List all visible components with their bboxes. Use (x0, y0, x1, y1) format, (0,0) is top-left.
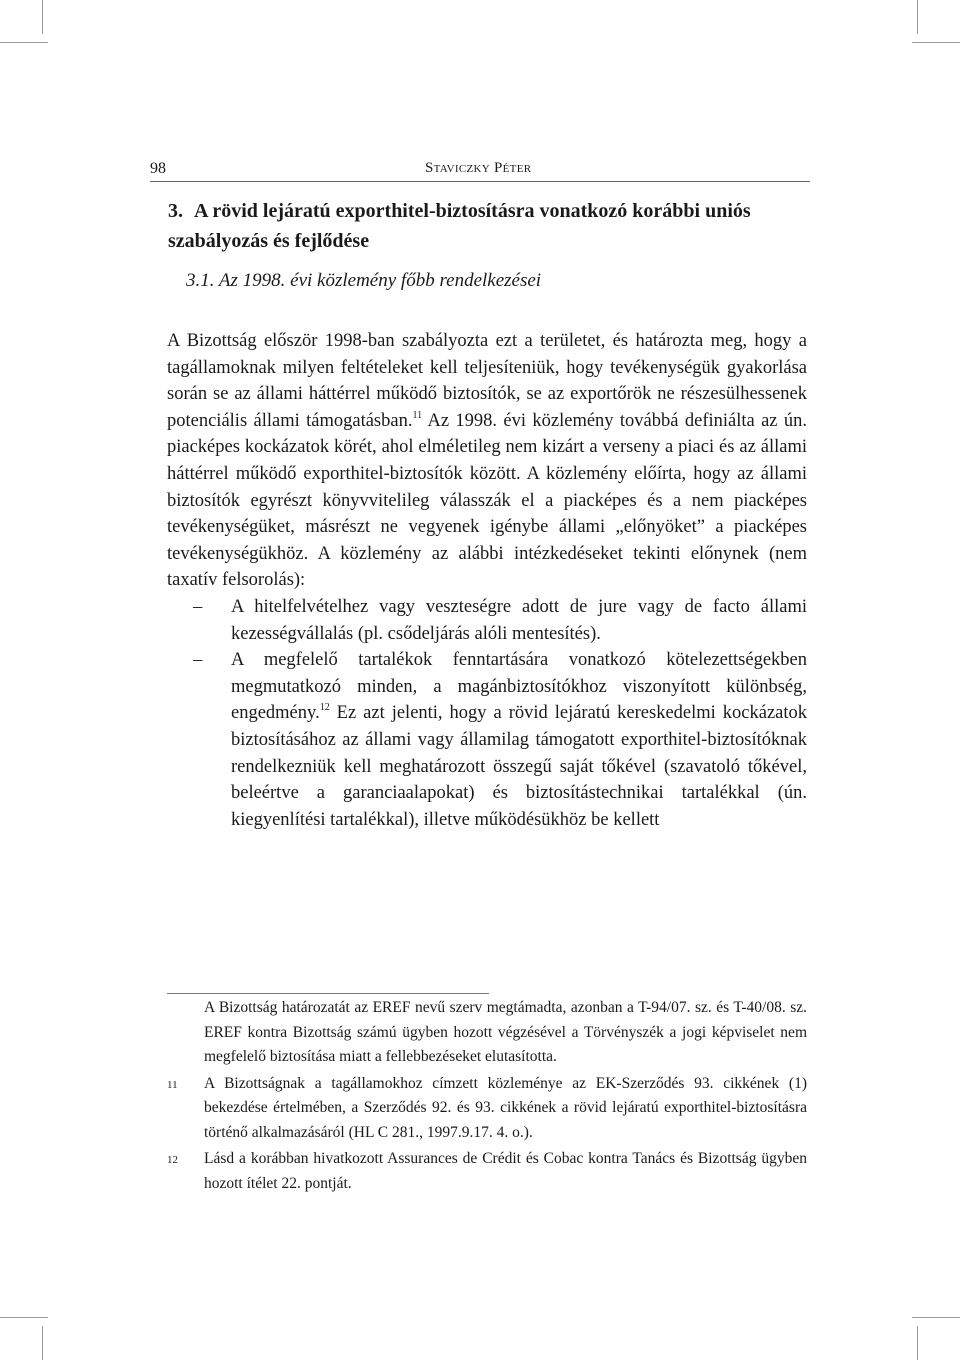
chapter-title: A rövid lejáratú exporthitel-biztosításra vonatkozó korábbi uniós szabályozás és fejlődése (168, 200, 751, 252)
crop-mark (912, 1317, 960, 1318)
footnote-mark: 11 (167, 1078, 178, 1091)
footnotes (167, 996, 807, 1198)
page-number: 98 (150, 160, 166, 177)
crop-mark (0, 42, 48, 43)
dash-bullet: – (193, 596, 203, 617)
page-header (150, 160, 810, 182)
header-rule (150, 181, 810, 182)
chapter-number: 3. (168, 200, 183, 222)
advantage-list (167, 594, 807, 833)
paragraph-text: Az 1998. évi közlemény továbbá definiálta az ún. piacképes kockázatok körét, ahol elméletileg nem kizárt a verseny a piaci és az állami háttérrel működő exporthitel-biztosítók között. A közlemény előírta, hogy az állami biztosítók egyrészt könyvvitelileg válasszák el a piacképes és a nem piacképes tevékenységüket, másrészt ne vegyenek igénybe állami „előnyöket” a piacképes tevékenységükhöz. A közlemény az alábbi intézkedéseket tekinti előnynek (nem taxatív felsorolás): (167, 410, 808, 591)
footnote-reference[interactable]: 12 (319, 702, 330, 714)
crop-mark (42, 1326, 43, 1360)
footnote-mark: 12 (167, 1154, 178, 1166)
footnote (167, 1072, 807, 1146)
crop-mark (0, 1317, 48, 1318)
list-item-text: Ez azt jelenti, hogy a rövid lejáratú kereskedelmi kockázatok biztosításához az állami vagy államilag támogatott exporthitel-biztosítóknak rendelkezniük kell meghatározott összegű saját tőkével (szavatoló tőkével, beleértve a garanciaalapokat) és biztosítástechnikai tartalékkal (ún. kiegyenlítési tartalékkal), illetve működésükhöz be kellett (231, 703, 807, 830)
footnote-text: A Bizottság határozatát az EREF nevű szerv megtámadta, azonban a T-94/07. sz. és T-40/08. sz. EREF kontra Bizottság számú ügyben hozott végzésével a Törvényszék a jogi képviselet nem megfelelő biztosítása miatt a fellebbezéseket elutasította. (204, 999, 807, 1065)
list-item (167, 647, 807, 833)
crop-mark (917, 1326, 918, 1360)
list-item-text: A hitelfelvételhez vagy veszteségre adott de jure vagy de facto állami kezességvállalás (pl. csődeljárás alóli mentesítés). (231, 596, 807, 644)
paragraph-text: A Bizottság először 1998-ban szabályozta ezt a területet, és határozta meg, hogy a tagállamoknak milyen feltételeket kell teljesíteniük, hogy tevékenységük gyakorlása során se az állami háttérrel működő biztosítók, se az exportőrök ne részesülhessenek potenciális állami támogatásban. (167, 331, 807, 431)
dash-bullet: – (193, 650, 203, 671)
footnote (167, 996, 807, 1070)
footnote (167, 1147, 807, 1196)
section-heading: 3.1. Az 1998. évi közlemény főbb rendelkezései (186, 270, 542, 291)
chapter-heading (168, 196, 808, 256)
list-item-text: A megfelelő tartalékok fenntartására vonatkozó kötelezettségekben megmutatkozó minden, a magánbiztosítókhoz viszonyított különbség, engedmény. (231, 650, 807, 724)
footnote-text: A Bizottságnak a tagállamokhoz címzett közleménye az EK-Szerződés 93. cikkének (1) bekezdése értelmében, a Szerződés 92. és 93. cikkének a rövid lejáratú exporthitel-biztosításra történő alkalmazásáról (HL C 281., 1997.9.17. 4. o.). (204, 1074, 807, 1141)
footnote-rule (167, 993, 489, 994)
crop-mark (912, 42, 960, 43)
footnote-reference[interactable]: 11 (412, 409, 423, 421)
list-item (167, 594, 807, 647)
body-paragraph (167, 328, 807, 594)
body-text (167, 328, 807, 833)
running-head-author: Staviczky Péter (425, 160, 532, 176)
crop-mark (42, 0, 43, 34)
footnote-text: Lásd a korábban hivatkozott Assurances de Crédit és Cobac kontra Tanács és Bizottság ügyben hozott ítélet 22. pontját. (204, 1150, 807, 1192)
crop-mark (917, 0, 918, 34)
